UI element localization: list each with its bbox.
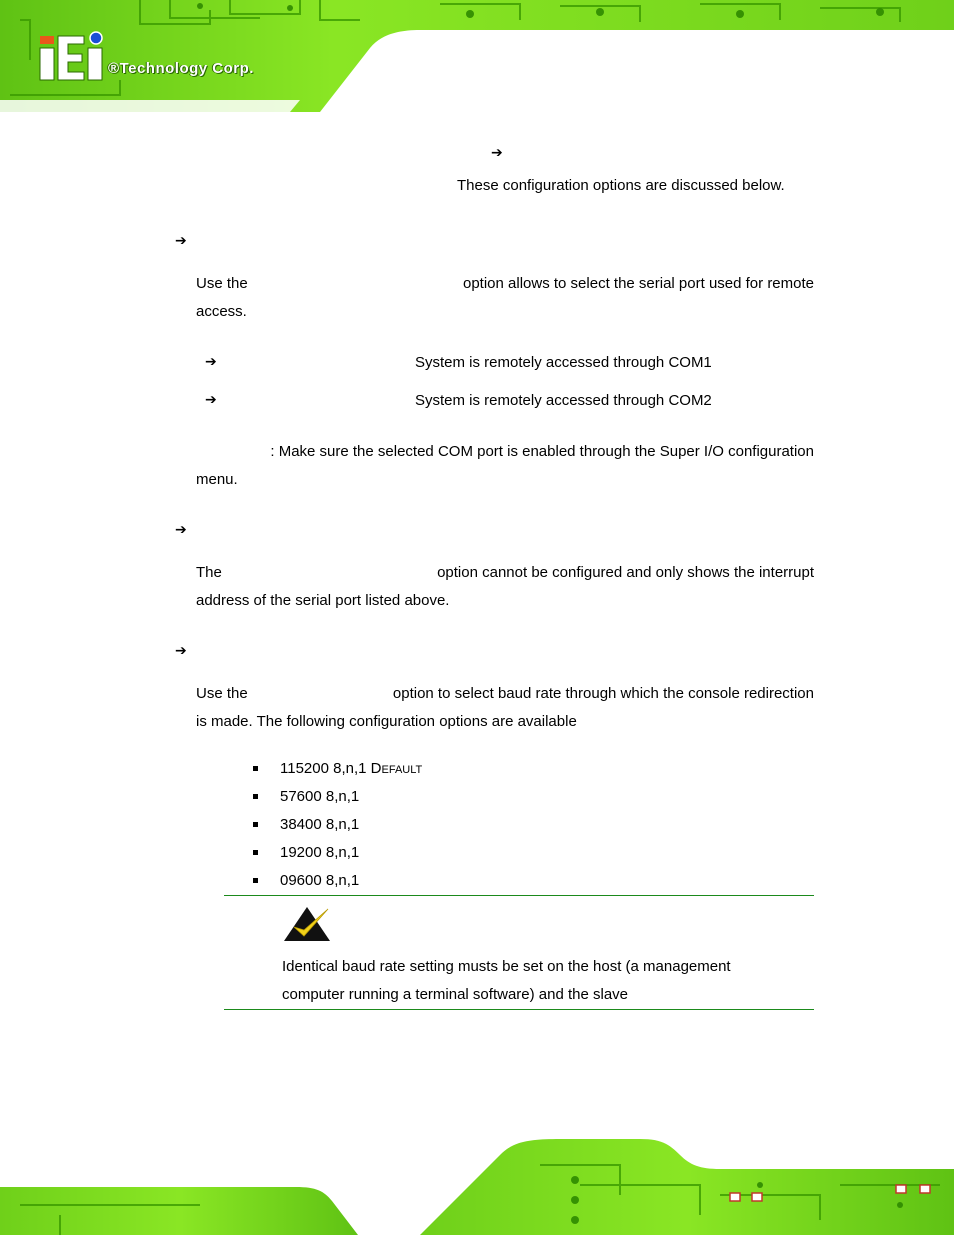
serial-option-com1: System is remotely accessed through COM1 — [415, 354, 712, 371]
square-bullet-icon — [253, 766, 258, 771]
company-logo — [38, 30, 298, 90]
note-box-line-1: Identical baud rate setting musts be set on the host (a management — [282, 958, 731, 975]
note-box-line-2: computer running a terminal software) and the slave — [282, 986, 629, 1003]
iei-logo-icon — [38, 30, 108, 82]
serial-port-text-line-1 — [196, 275, 814, 293]
baud-text-line-1 — [196, 685, 814, 703]
footer-pcb-banner — [0, 1125, 954, 1235]
baud-option: 57600 8,n,1 — [280, 788, 360, 805]
square-bullet-icon — [253, 878, 258, 883]
baud-option — [280, 760, 422, 778]
section-arrow-icon: ➔ — [175, 522, 187, 538]
serial-port-text-line-2: access. — [196, 303, 247, 320]
serial-port-text-left: Use the — [196, 275, 248, 292]
baud-option: 19200 8,n,1 — [280, 844, 360, 861]
baud-option: 09600 8,n,1 — [280, 872, 360, 889]
option-arrow-icon: ➔ — [205, 354, 217, 370]
option-arrow-icon: ➔ — [205, 392, 217, 408]
interrupt-text-right: option cannot be configured and only shows the interrupt — [437, 564, 814, 581]
note-top-rule — [224, 895, 814, 896]
note-bottom-rule — [224, 1009, 814, 1010]
note-text-line-1: : Make sure the selected COM port is enabled through the Super I/O configuration — [270, 443, 814, 460]
serial-option-com2: System is remotely accessed through COM2 — [415, 392, 712, 409]
intro-sentence: These configuration options are discussed below. — [457, 177, 785, 194]
arrow-bullet-icon: ➔ — [491, 145, 503, 161]
baud-text-left: Use the — [196, 685, 248, 702]
interrupt-text-line-2: address of the serial port listed above. — [196, 592, 450, 609]
default-tag: Default — [370, 760, 423, 777]
square-bullet-icon — [253, 850, 258, 855]
logo-company-name: ®Technology Corp. — [108, 60, 254, 77]
checkmark-note-icon — [282, 905, 332, 943]
baud-text-right: option to select baud rate through which the console redirection — [392, 685, 814, 702]
interrupt-text-line-1 — [196, 564, 814, 582]
square-bullet-icon — [253, 822, 258, 827]
note-text-line-2: menu. — [196, 471, 238, 488]
section-arrow-icon: ➔ — [175, 233, 187, 249]
baud-text-line-2: is made. The following configuration options are available — [196, 713, 577, 730]
square-bullet-icon — [253, 794, 258, 799]
baud-option: 38400 8,n,1 — [280, 816, 360, 833]
serial-port-note — [196, 443, 814, 461]
section-arrow-icon: ➔ — [175, 643, 187, 659]
serial-port-text-right: option allows to select the serial port used for remote — [462, 275, 814, 292]
baud-option-value: 115200 8,n,1 — [280, 760, 367, 777]
interrupt-text-left: The — [196, 564, 222, 581]
